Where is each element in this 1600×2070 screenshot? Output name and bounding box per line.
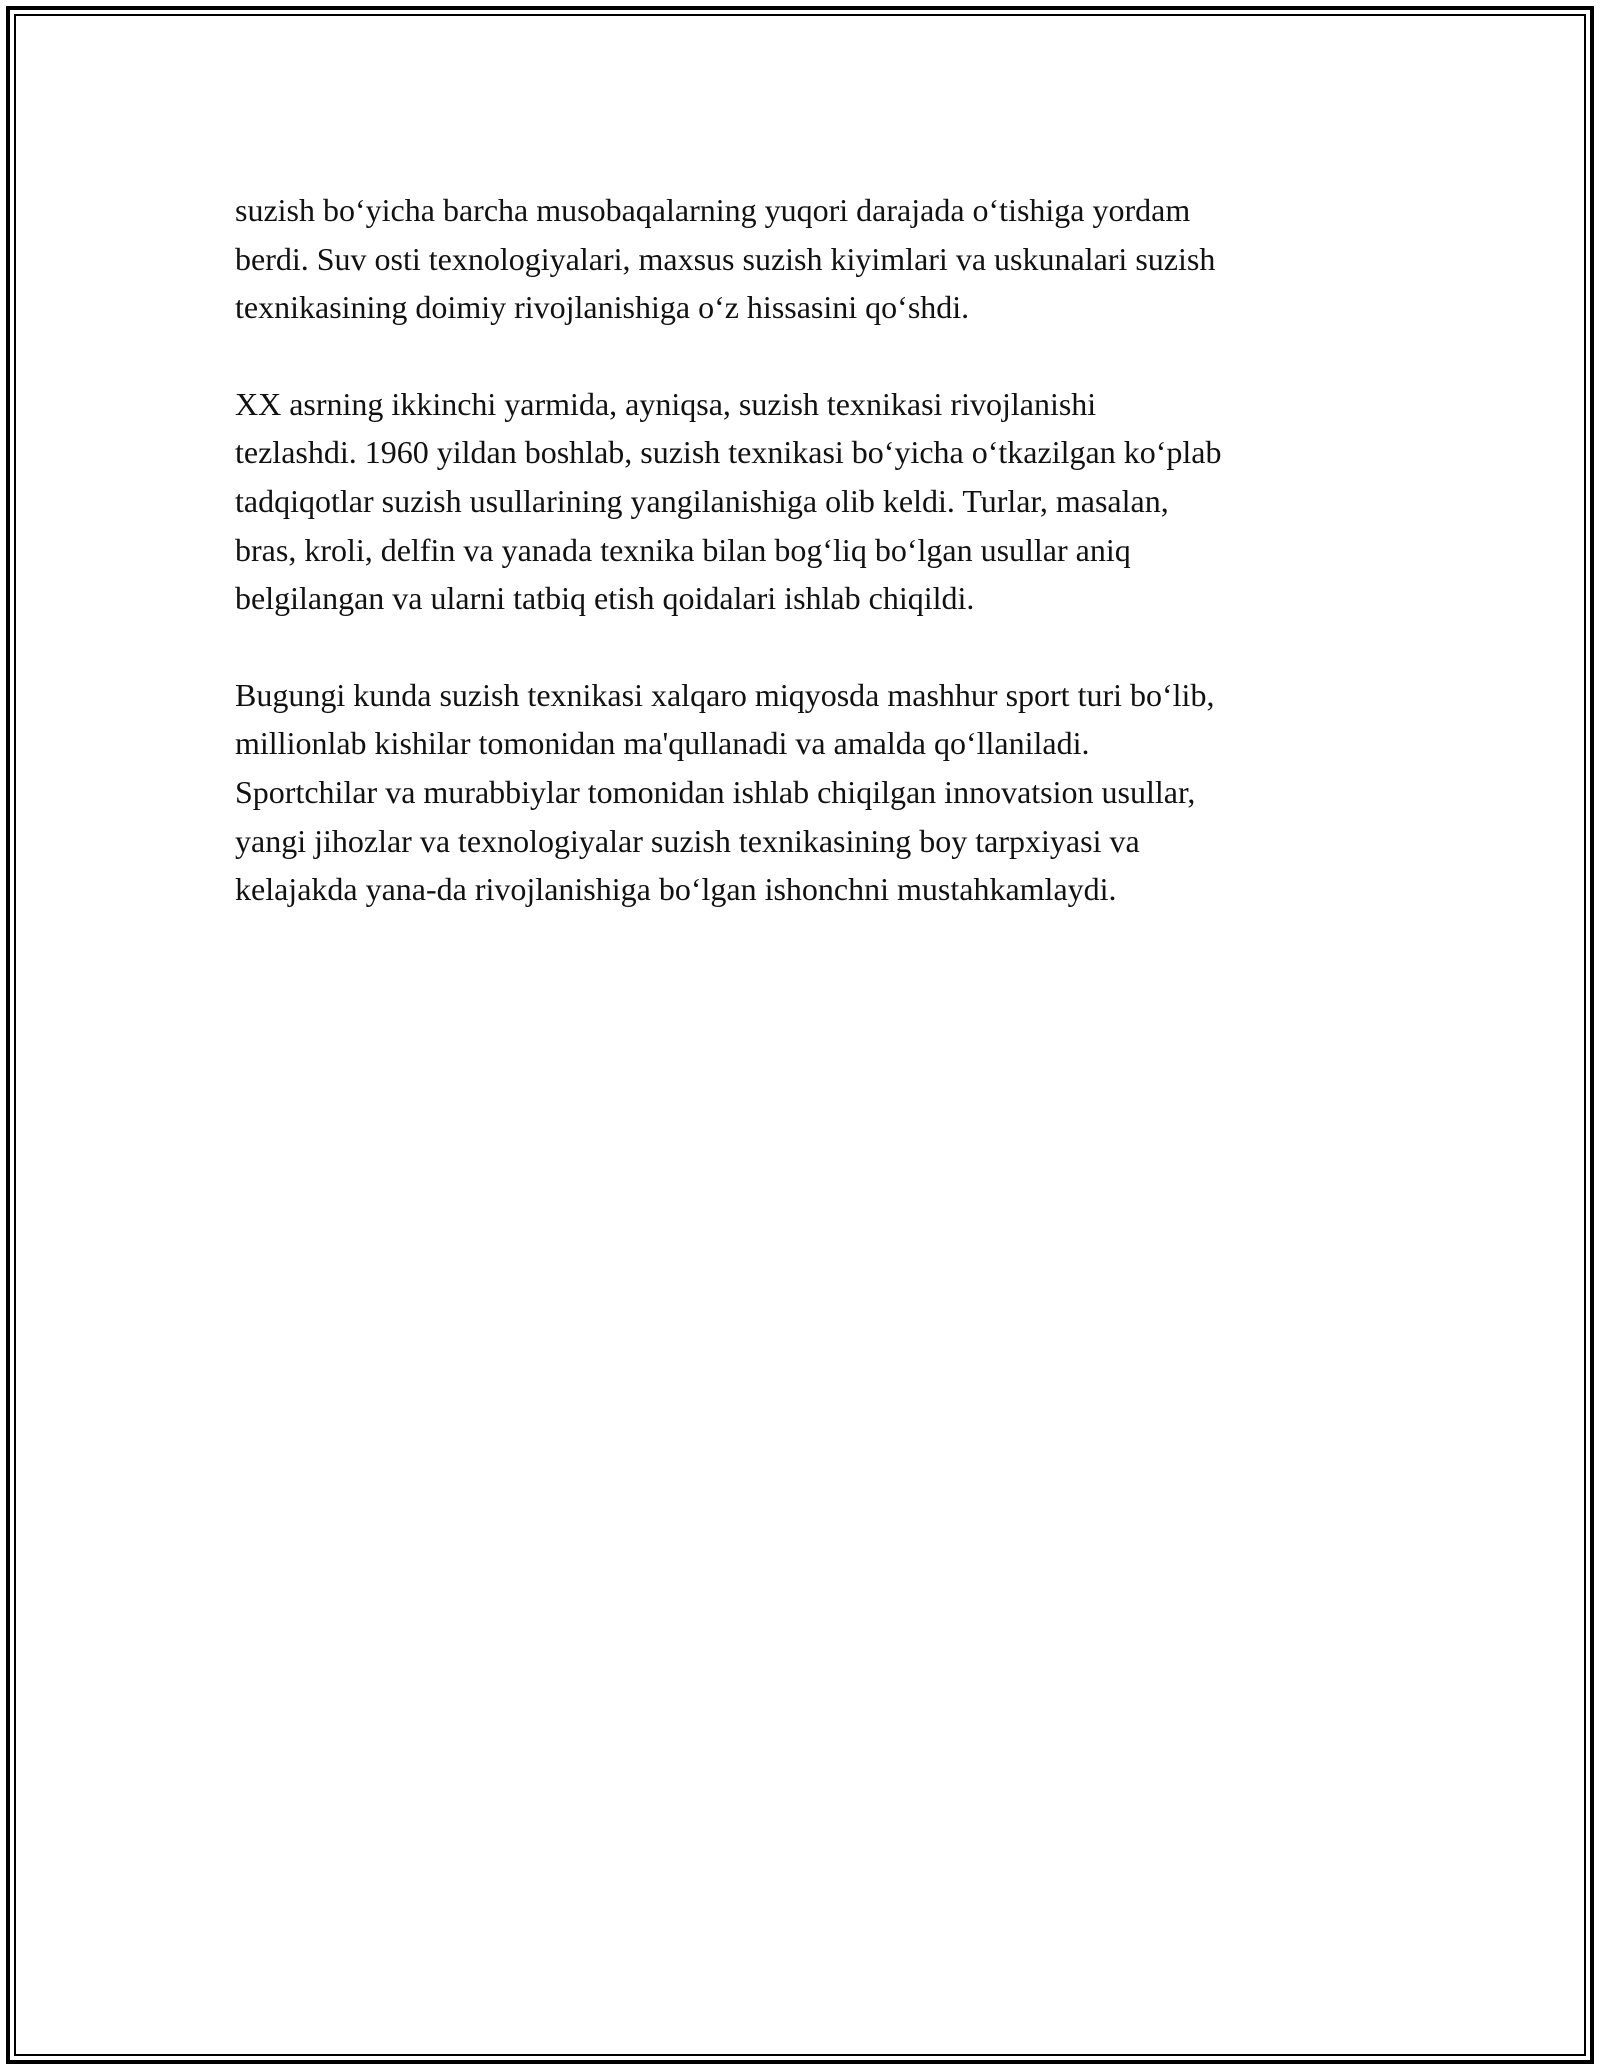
text-line: yangi jihozlar va texnologiyalar suzish texnikasining boy tarpxiyasi va	[235, 822, 1140, 859]
paragraph-2	[235, 380, 1385, 623]
text-line: XX asrning ikkinchi yarmida, ayniqsa, suzish texnikasi rivojlanishi	[235, 385, 1097, 422]
text-line: berdi. Suv osti texnologiyalari, maxsus suzish kiyimlari va uskunalari suzish	[235, 240, 1216, 277]
text-line: Bugungi kunda suzish texnikasi xalqaro miqyosda mashhur sport turi bo‘lib,	[235, 676, 1215, 713]
text-line: tadqiqotlar suzish usullarining yangilanishiga olib keldi. Turlar, masalan,	[235, 482, 1169, 519]
text-line: belgilangan va ularni tatbiq etish qoidalari ishlab chiqildi.	[235, 580, 975, 617]
text-line: texnikasining doimiy rivojlanishiga o‘z hissasini qo‘shdi.	[235, 289, 970, 326]
text-line: kelajakda yana-da rivojlanishiga bo‘lgan ishonchni mustahkamlaydi.	[235, 871, 1117, 908]
paragraph-1	[235, 186, 1385, 332]
document-body	[235, 186, 1385, 962]
paragraph-3	[235, 671, 1385, 914]
text-line: millionlab kishilar tomonidan ma'qullanadi va amalda qo‘llaniladi.	[235, 725, 1090, 762]
text-line: tezlashdi. 1960 yildan boshlab, suzish texnikasi bo‘yicha o‘tkazilgan ko‘plab	[235, 434, 1222, 471]
text-line: suzish bo‘yicha barcha musobaqalarning yuqori darajada o‘tishiga yordam	[235, 192, 1191, 228]
text-line: bras, kroli, delfin va yanada texnika bilan bog‘liq bo‘lgan usullar aniq	[235, 531, 1131, 568]
text-line: Sportchilar va murabbiylar tomonidan ishlab chiqilgan innovatsion usullar,	[235, 773, 1196, 810]
